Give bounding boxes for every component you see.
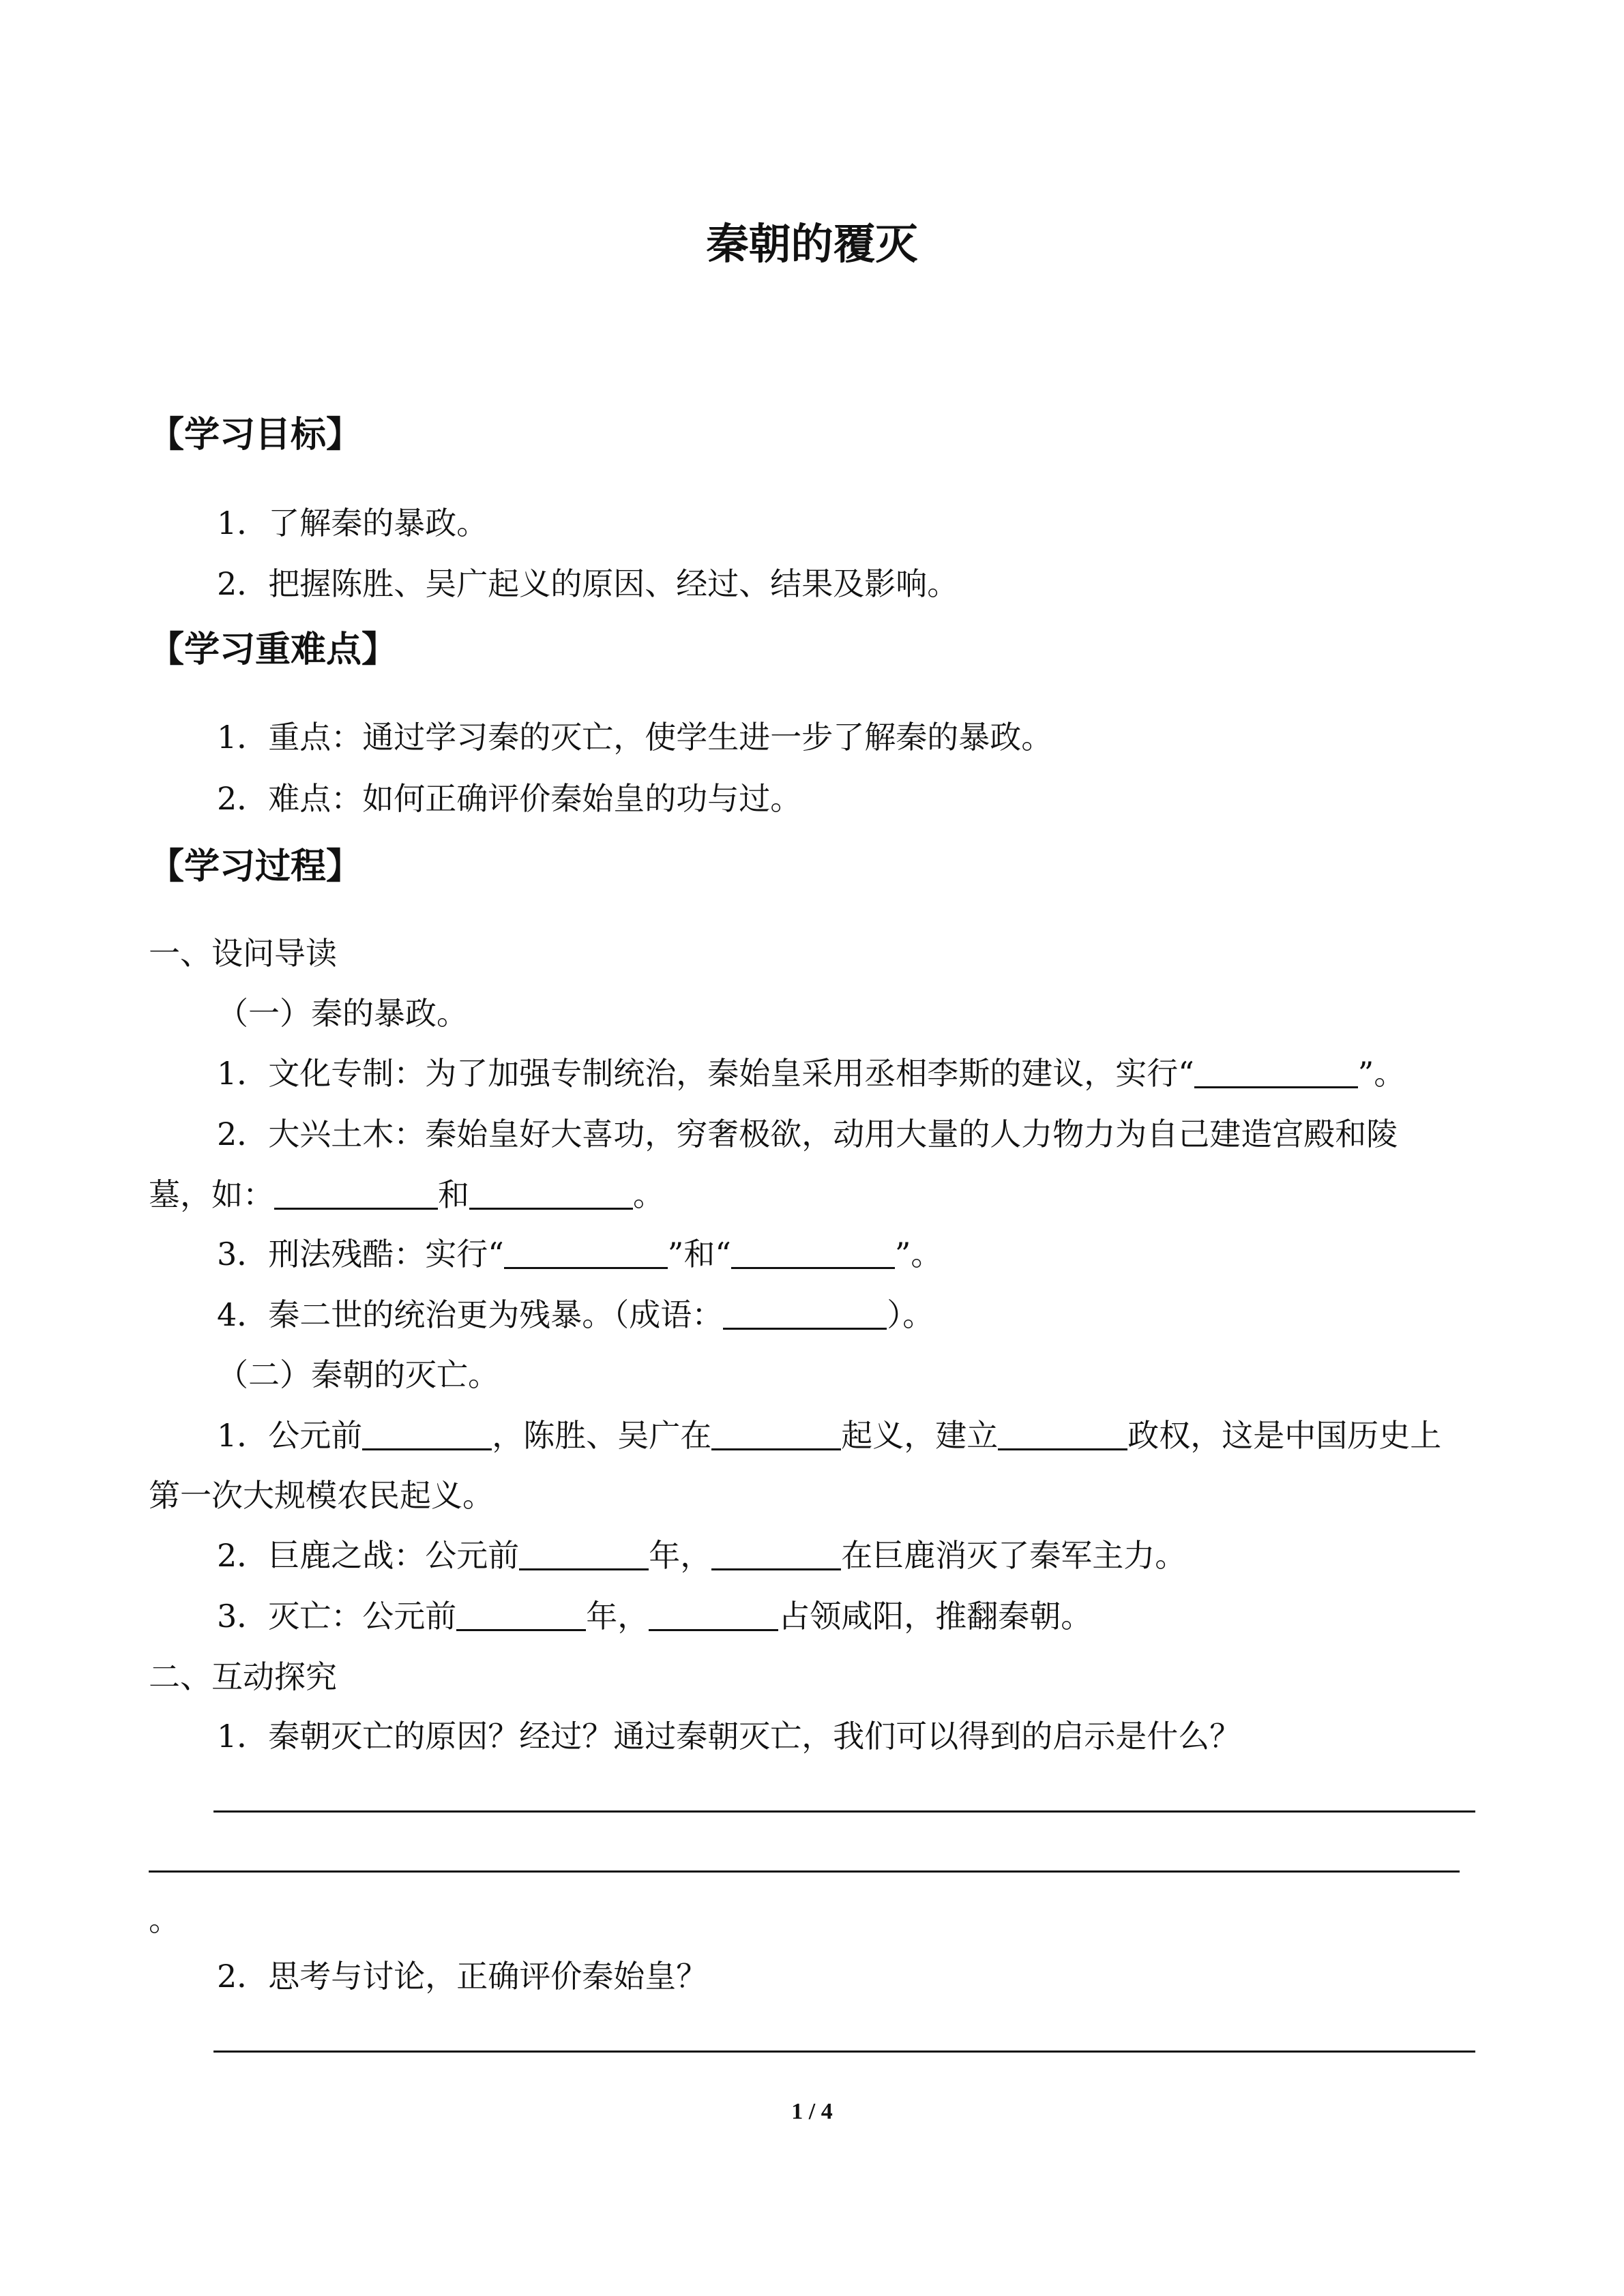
goal-item-1: 1．了解秦的暴政。 — [217, 505, 488, 541]
blank-field[interactable] — [1194, 1052, 1358, 1088]
key-points-heading: 【学习重难点】 — [149, 629, 398, 670]
page-title: 秦朝的覆灭 — [706, 219, 918, 269]
blank-field[interactable] — [519, 1534, 649, 1570]
question-punishment: 3．刑法残酷：实行“ ”和“ ”。 — [217, 1233, 942, 1275]
blank-field[interactable] — [362, 1414, 492, 1450]
question-culture: 1．文化专制：为了加强专制统治，秦始皇采用丞相李斯的建议，实行“ ”。 — [217, 1052, 1405, 1094]
part2-label: 二、互动探究 — [149, 1658, 337, 1695]
blank-field[interactable] — [731, 1233, 895, 1269]
subsection-2-title: （二）秦朝的灭亡。 — [217, 1356, 499, 1393]
answer-line[interactable] — [149, 1870, 1460, 1873]
part1-label: 一、设问导读 — [149, 935, 337, 972]
question-uprising-cont: 第一次大规模农民起义。 — [149, 1477, 494, 1514]
subsection-1-title: （一）秦的暴政。 — [217, 995, 468, 1032]
blank-field[interactable] — [504, 1233, 668, 1269]
inquiry-question-1: 1．秦朝灭亡的原因？经过？通过秦朝灭亡，我们可以得到的启示是什么？ — [217, 1718, 1241, 1755]
answer-end-mark: 。 — [149, 1901, 180, 1938]
blank-field[interactable] — [711, 1414, 841, 1450]
page-number: 1 / 4 — [791, 2099, 833, 2124]
question-fall: 3．灭亡：公元前 年， 占领咸阳，推翻秦朝。 — [217, 1595, 1092, 1637]
goals-heading: 【学习目标】 — [149, 415, 362, 456]
inquiry-question-2: 2．思考与讨论，正确评价秦始皇？ — [217, 1958, 708, 1995]
blank-field[interactable] — [711, 1534, 841, 1570]
question-uprising: 1．公元前 ，陈胜、吴广在 起义，建立 政权，这是中国历史上 — [217, 1414, 1441, 1457]
blank-field[interactable] — [998, 1414, 1127, 1450]
question-julu: 2．巨鹿之战：公元前 年， 在巨鹿消灭了秦军主力。 — [217, 1534, 1186, 1577]
question-second-emperor: 4．秦二世的统治更为残暴。（成语： ）。 — [217, 1294, 934, 1336]
blank-field[interactable] — [274, 1174, 438, 1210]
goal-item-2: 2．把握陈胜、吴广起义的原因、经过、结果及影响。 — [217, 565, 959, 602]
process-heading: 【学习过程】 — [149, 846, 362, 887]
key-point-item-1: 1．重点：通过学习秦的灭亡，使学生进一步了解秦的暴政。 — [217, 719, 1053, 756]
blank-field[interactable] — [723, 1294, 887, 1330]
answer-line[interactable] — [213, 2051, 1475, 2053]
answer-line[interactable] — [213, 1810, 1475, 1813]
blank-field[interactable] — [469, 1174, 633, 1210]
blank-field[interactable] — [456, 1595, 586, 1631]
blank-field[interactable] — [649, 1595, 778, 1631]
key-point-item-2: 2．难点：如何正确评价秦始皇的功与过。 — [217, 780, 802, 817]
question-construction-cont: 墓，如： 和 。 — [149, 1174, 664, 1216]
question-construction: 2．大兴土木：秦始皇好大喜功，穷奢极欲，动用大量的人力物力为自己建造宫殿和陵 — [217, 1116, 1398, 1152]
